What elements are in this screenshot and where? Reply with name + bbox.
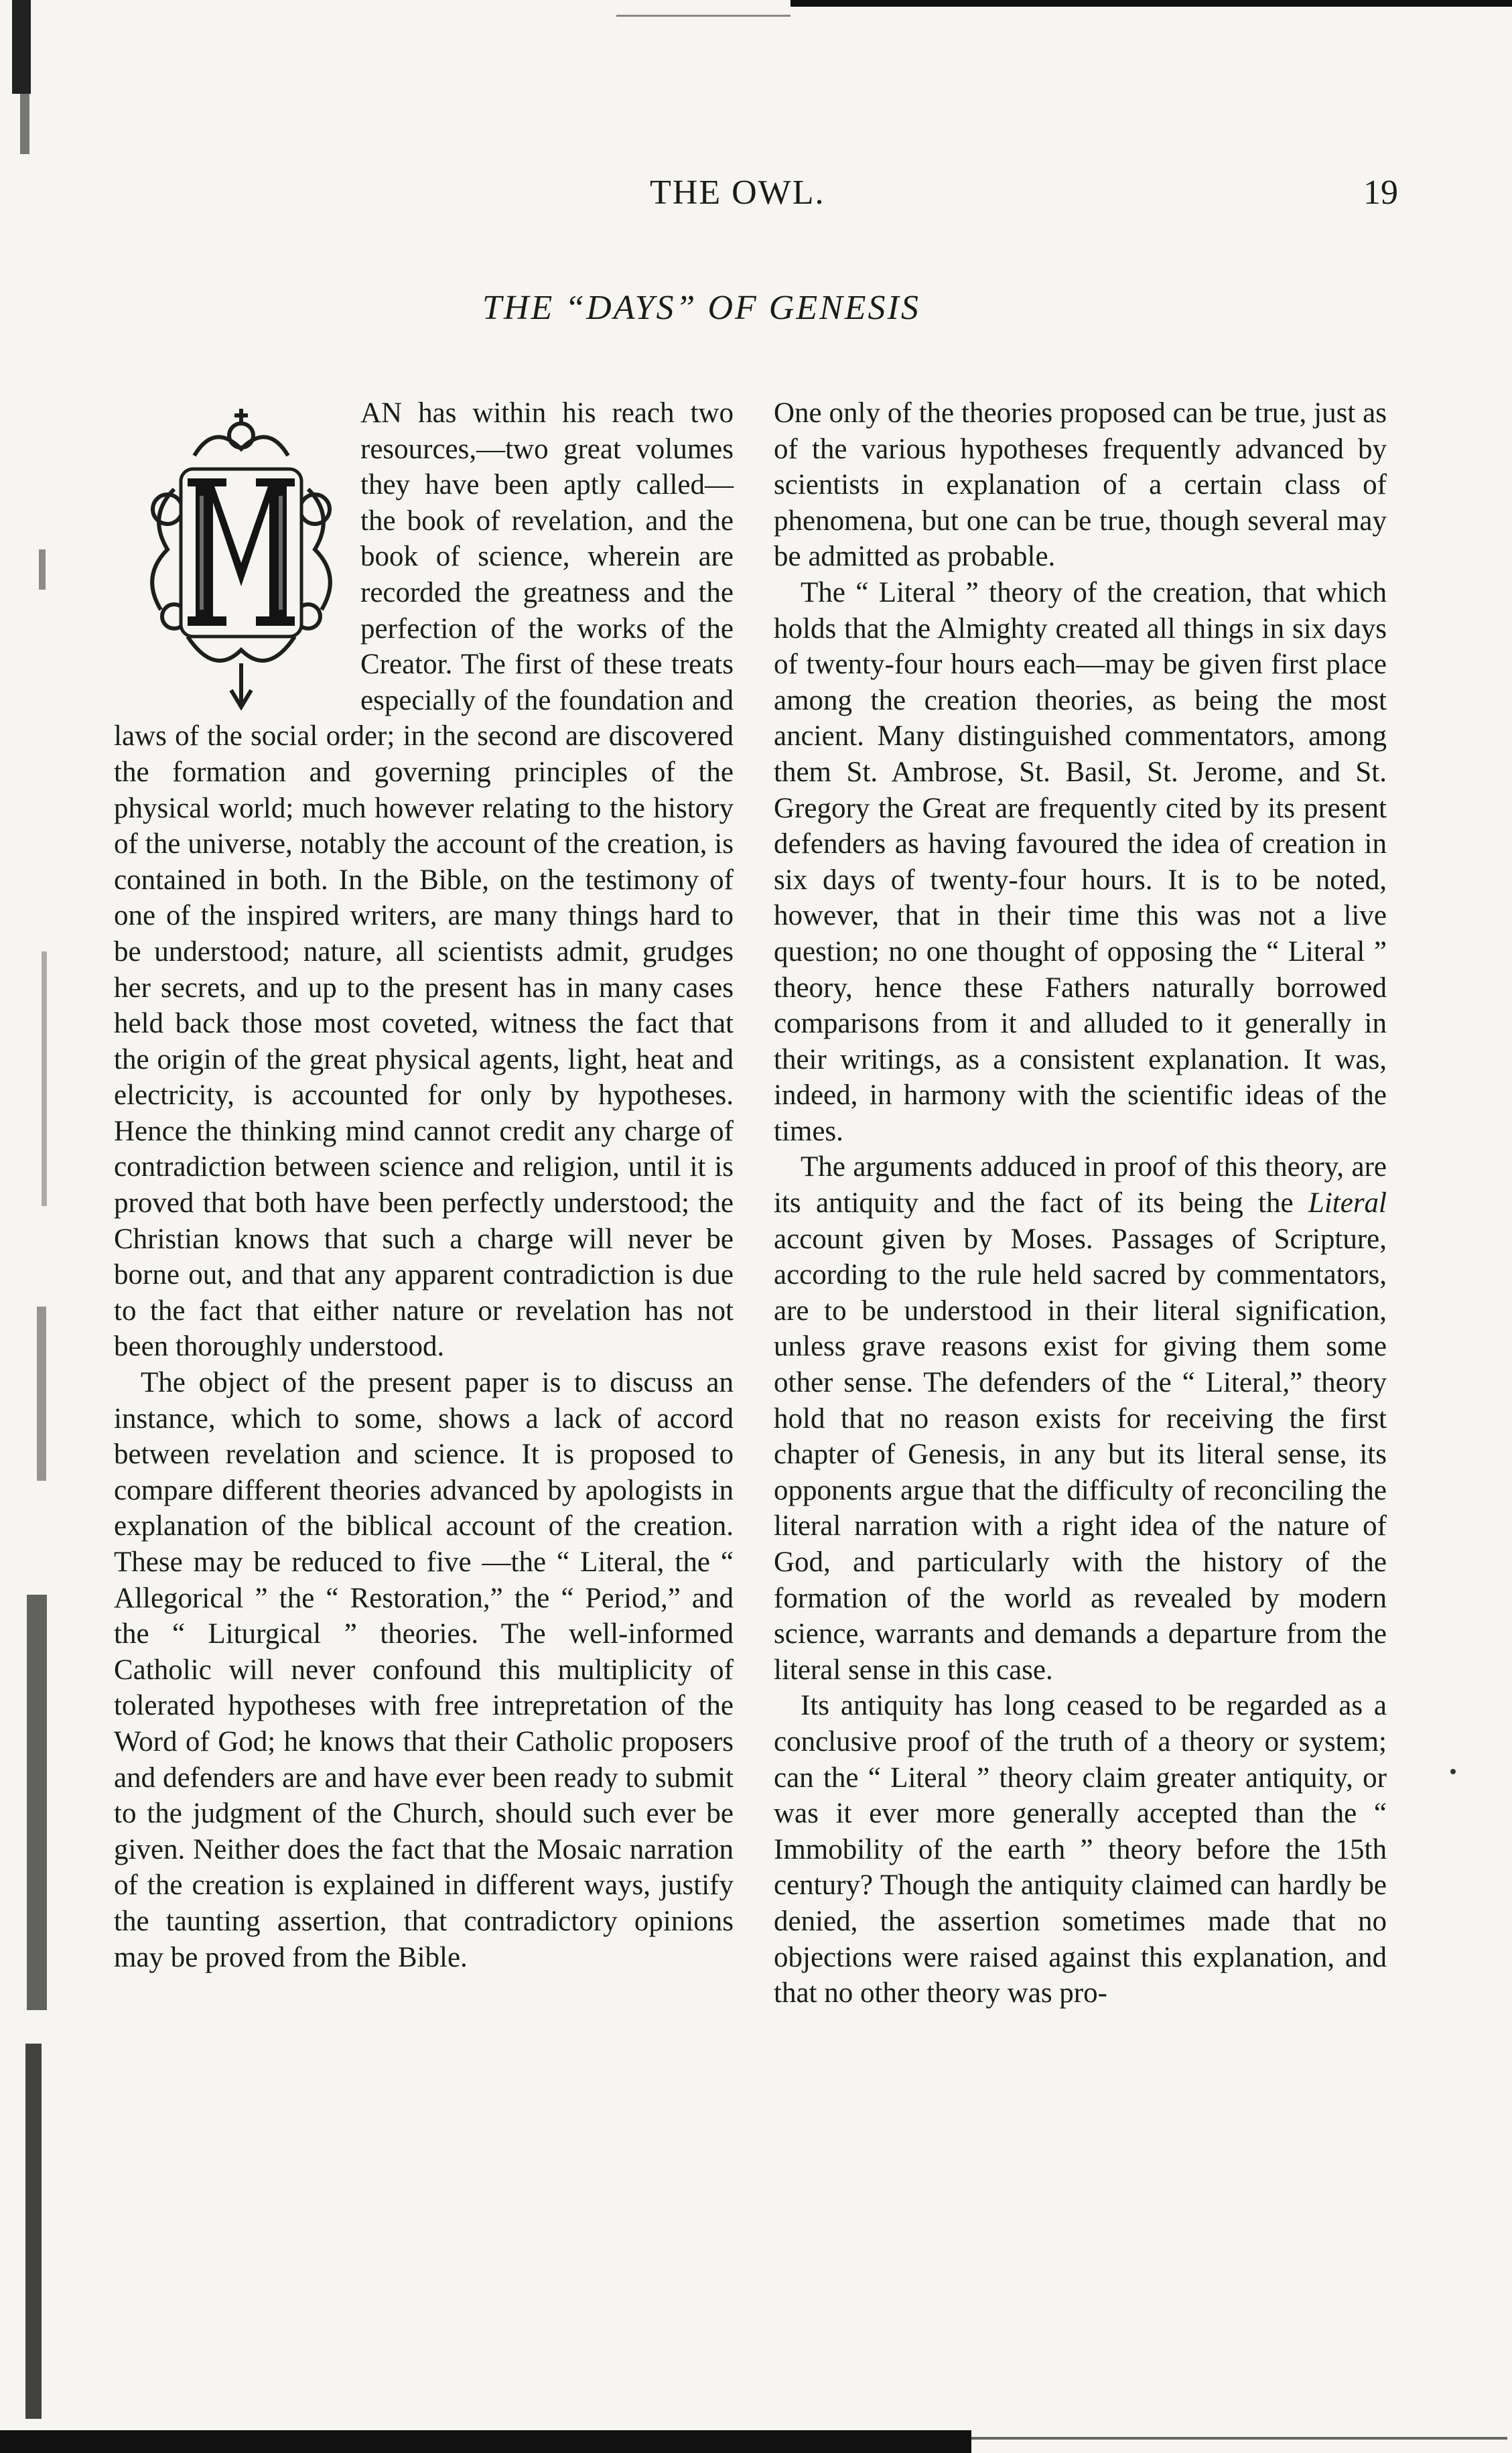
margin-speck: [1450, 1769, 1456, 1774]
right-paragraph-3-start: The arguments adduced in proof of this theory, are its antiquity and the fact of its being the: [774, 1151, 1387, 1219]
right-paragraph-1: One only of the theories proposed can be true, just as of the various hypotheses frequently advanced by scientists in explanation of a certain class of phenomena, but one can be true, though several may be admitted as probable.: [774, 397, 1387, 573]
right-paragraph-2: The “ Literal ” theory of the creation, that which holds that the Almighty created all things in six days of twenty-four hours each—may be given first place among the creation theories, as being the most ancient. Many distinguished commentators, among them St. Ambrose, St. Basil, St. Jerome, and St. Gregory the Great are frequently cited by its present defenders as having favoured the idea of creation in six days of twenty-four hours. It is to be noted, however, that in their time this was not a live question; no one thought of opposing the “ Literal ” theory, hence these Fathers naturally borrowed comparisons from it and alluded to it generally in their writings, as a consistent explanation. It was, indeed, in harmony with the scientific ideas of the times.: [774, 576, 1387, 1147]
left-column: [114, 395, 734, 1975]
binding-shadow: [0, 0, 60, 2453]
drop-cap-ornament: [134, 395, 348, 710]
page-edge-bottom-line: [971, 2437, 1507, 2440]
left-paragraph-2: The object of the present paper is to discuss an instance, which to some, shows a lack of accord between revelation and science. It is proposed to compare different theories advanced by apologists in explanation of the biblical account of the creation. These may be reduced to five —the “ Literal, the “ Allegorical ” the “ Restoration,” the “ Period,” and the “ Liturgical ” theories. The well-informed Catholic will never confound this multiplicity of tolerated hypotheses with free intrepretation of the Word of God; he knows that their Catholic proposers and defenders are and have ever been ready to submit to the judgment of the Church, should such ever be given. Neither does the fact that the Mosaic narration of the creation is explained in different ways, justify the taunting assertion, that contradictory opinions may be proved from the Bible.: [114, 1367, 734, 1973]
running-header: [0, 173, 1512, 220]
article-title: THE “DAYS” OF GENESIS: [482, 289, 920, 327]
literal-emphasis: Literal: [1308, 1187, 1387, 1219]
running-title: THE OWL.: [650, 174, 825, 212]
page-edge-bottom: [0, 2430, 971, 2453]
right-paragraph-3-rest: account given by Moses. Passages of Scripture, according to the rule held sacred by commentators, are to be understood in their literal signification, unless grave reasons exist for giving them some other sense. The defenders of the “ Literal,” theory hold that no reason exists for receiving the first chapter of Genesis, in any but its literal sense, its opponents argue that the difficulty of reconciling the literal narration with a right idea of the nature of God, and particularly with the history of the formation of the world as revealed by modern science, warrants and demands a departure from the literal sense in this case.: [774, 1223, 1387, 1686]
page-edge-top: [791, 0, 1512, 7]
page-edge-mark: [616, 15, 791, 17]
right-column: [774, 395, 1387, 2011]
right-paragraph-3: [774, 1149, 1387, 1688]
left-paragraph-1: AN has within his reach two resources,—two great volumes they have been aptly called—the book of revelation, and the book of science, wherein are recorded the greatness and the perfection of the works of the Creator. The first of these treats especially of the foundation and laws of the social order; in the second are discovered the formation and governing principles of the physical world; much however relating to the history of the universe, notably the account of the creation, is contained in both. In the Bible, on the testimony of one of the inspired writers, are many things hard to be understood; nature, all scientists admit, grudges her secrets, and up to the present has in many cases held back those most coveted, witness the fact that the origin of the great physical agents, light, heat and electricity, is accounted for only by hypotheses. Hence the thinking mind cannot credit any charge of contradiction between science and religion, until it is proved that both have been perfectly understood; the Christian knows that such a charge will never be borne out, and that any apparent contradiction is due to the fact that either nature or revelation has not been thoroughly understood.: [114, 397, 734, 1363]
ornamental-drop-cap: [134, 395, 348, 710]
page-number: 19: [1363, 174, 1398, 212]
right-paragraph-4: Its antiquity has long ceased to be regarded as a conclusive proof of the truth of a theory or system; can the “ Literal ” theory claim greater antiquity, or was it ever more generally accepted than the “ Immobility of the earth ” theory before the 15th century? Though the antiquity claimed can hardly be denied, the assertion sometimes made that no objections were raised against this explanation, and that no other theory was pro-: [774, 1690, 1387, 2009]
